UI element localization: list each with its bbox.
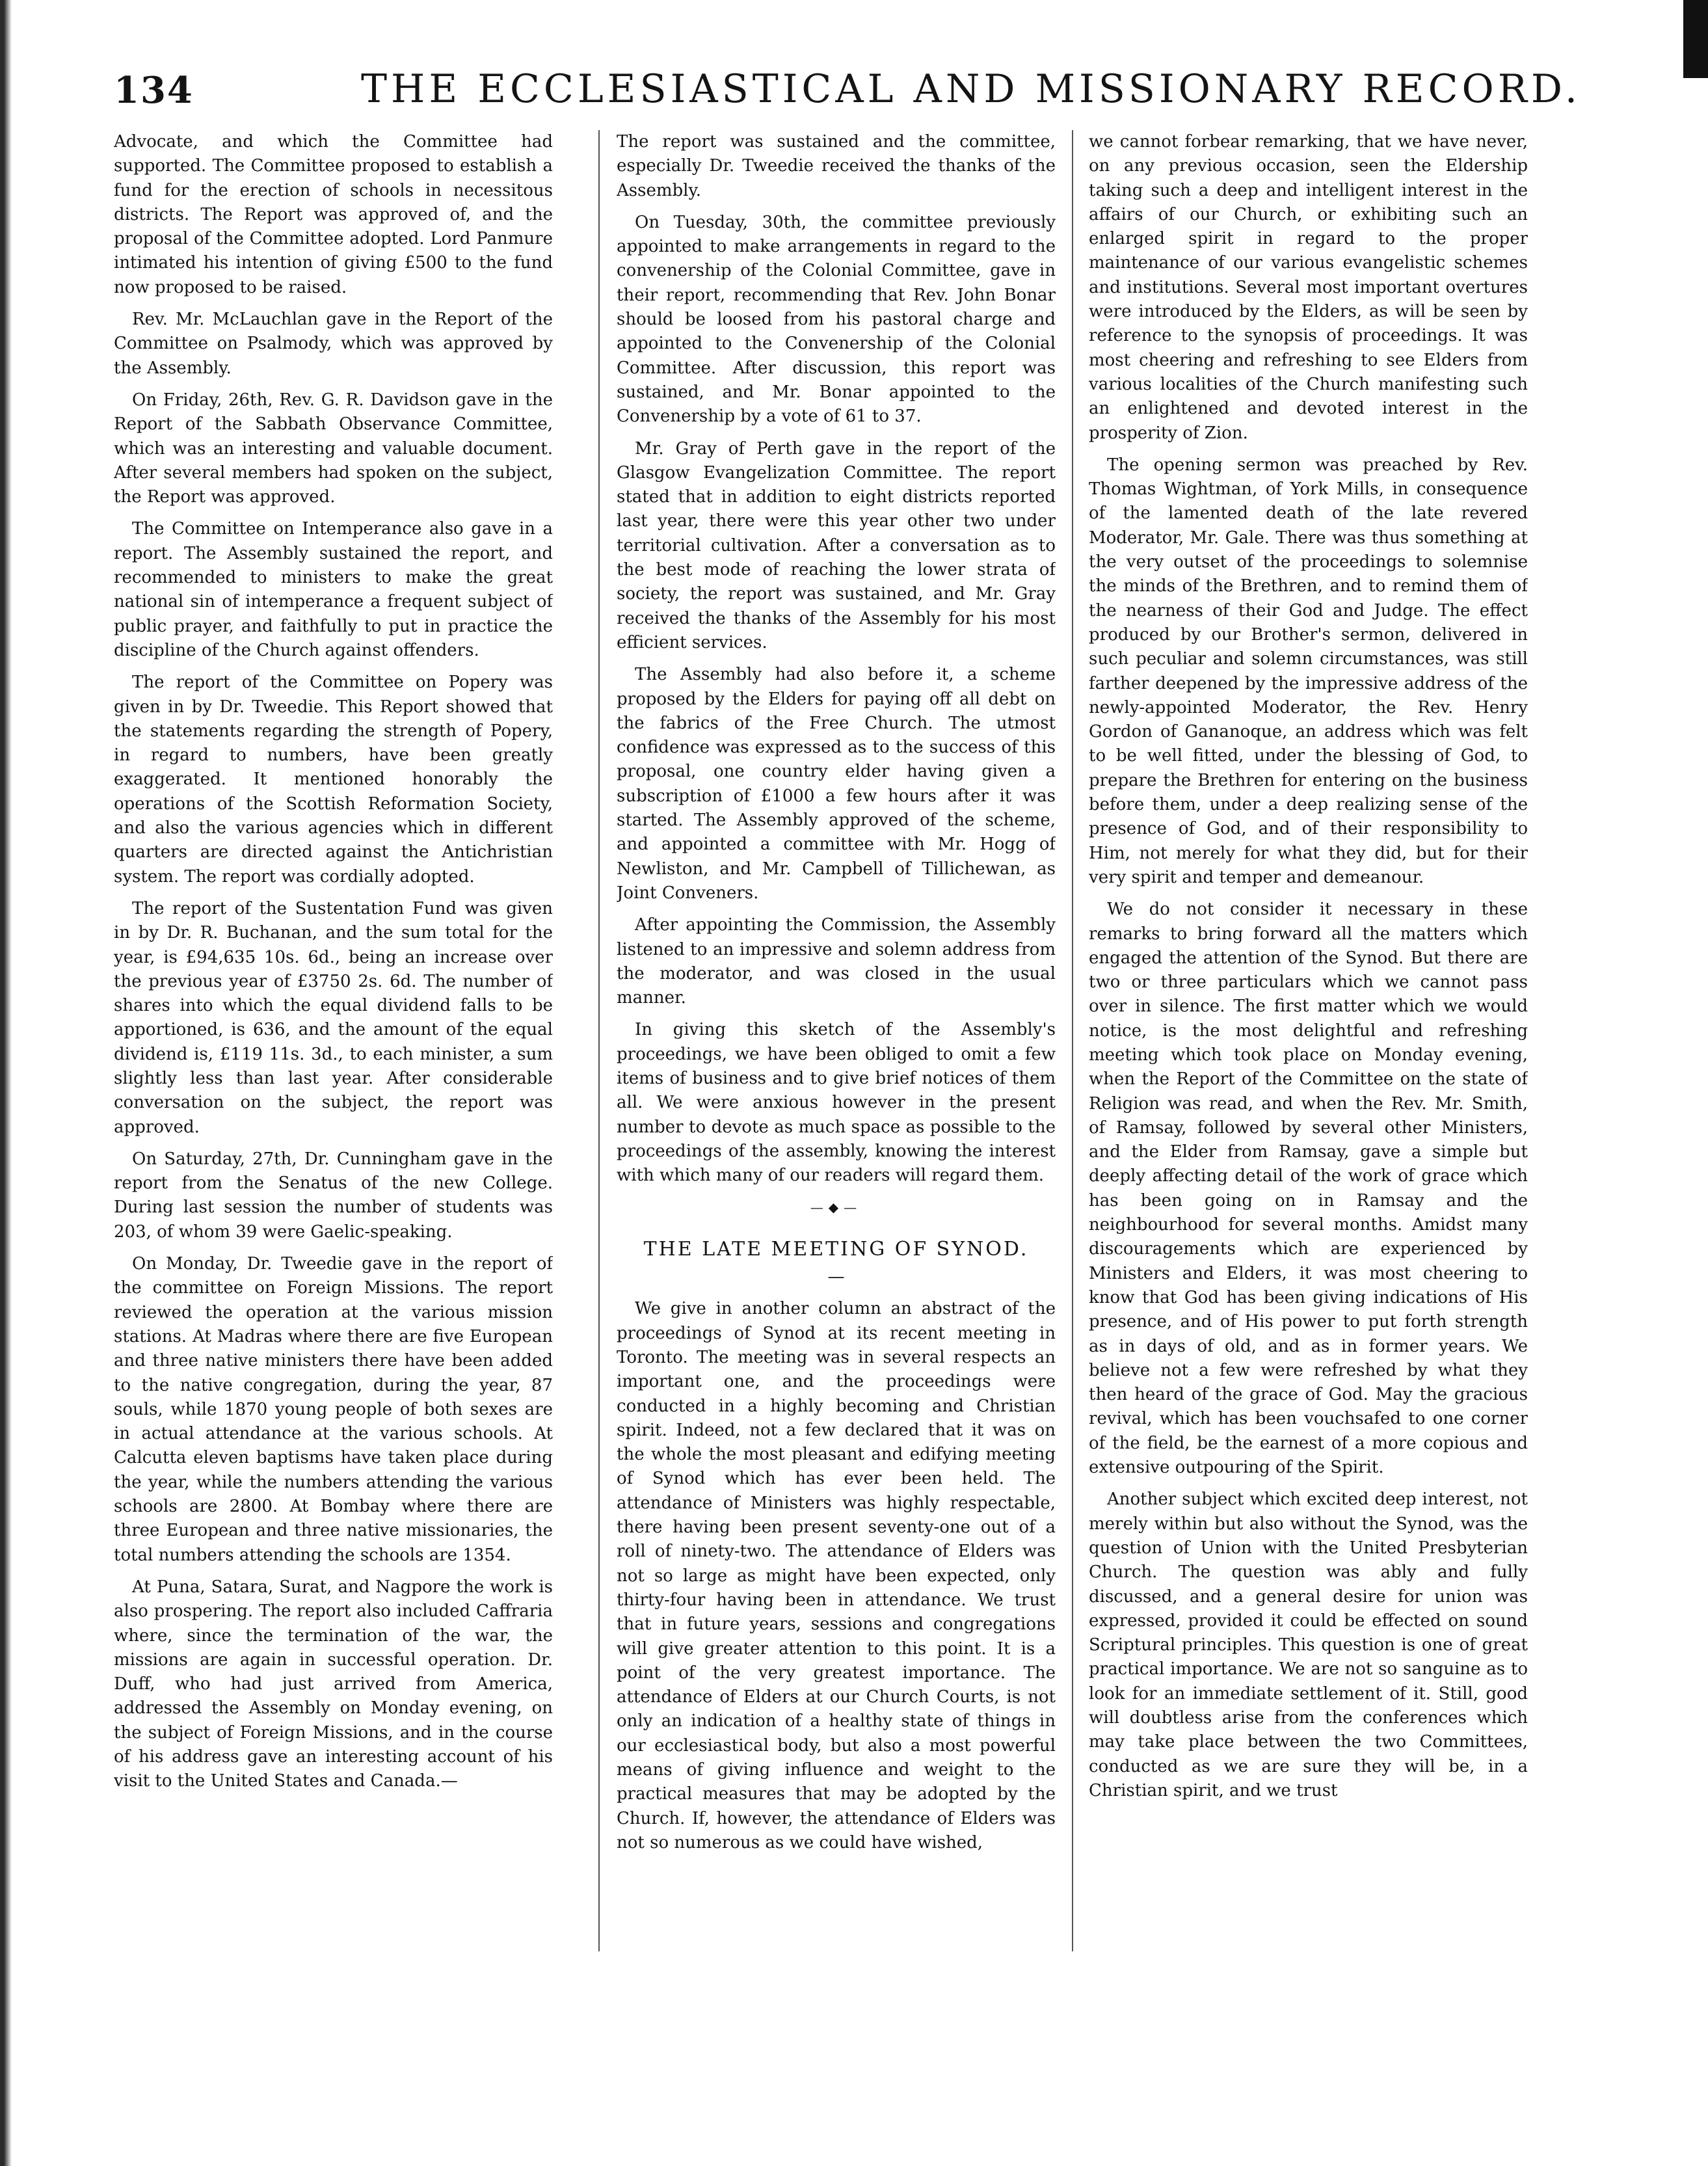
paragraph: The report was sustained and the committee, especially Dr. Tweedie received the thanks of the Assembly. (617, 132, 1056, 200)
paragraph: Rev. Mr. McLauchlan gave in the Report of the Committee on Psalmody, which was approved by the Assembly. (114, 310, 553, 378)
scan-edge-right (1683, 0, 1708, 78)
paragraph: The Assembly had also before it, a scheme proposed by the Elders for paying off all debt on the fabrics of the Free Church. The utmost confidence was expressed as to the success of this proposal, one country elder having given a subscription of £1000 a few hours after it was started. The Assembly approved of the scheme, and appointed a committee with Mr. Hogg of Newliston, and Mr. Campbell of Tillichewan, as Joint Conveners. (617, 665, 1056, 903)
paragraph: The opening sermon was preached by Rev. Thomas Wightman, of York Mills, in consequence of the lamented death of the late revered Moderator, Mr. Gale. There was thus something at the very outset of the proceedings to solemnise the minds of the Brethren, and to remind them of the nearness of their God and Judge. The effect produced by our Brother's sermon, delivered in such peculiar and solemn circumstances, was still farther deepened by the impressive address of the newly-appointed Moderator, the Rev. Henry Gordon of Gananoque, an address which was felt to be well fitted, under the blessing of God, to prepare the Brethren for entering on the business before them, under a deep realizing sense of the presence of God, and of their responsibility to Him, not merely for what they did, but for their very spirit and temper and demeanour. (1089, 455, 1528, 887)
section-title: THE LATE MEETING OF SYNOD. (643, 1237, 1029, 1261)
scan-edge-left (0, 0, 26, 2166)
paragraph: On Tuesday, 30th, the committee previously appointed to make arrangements in regard to the convenership of the Colonial Committee, gave in their report, recommending that Rev. John Bonar should be loosed from his pastoral charge and appointed to the Convenership of the Colonial Committee. After discussion, this report was sustained, and Mr. Bonar appointed to the Convenership by a vote of 61 to 37. (617, 212, 1056, 427)
paragraph: In giving this sketch of the Assembly's proceedings, we have been obliged to omit a few items of business and to give brief notices of them all. We were anxious however in the present number to devote as much space as possible to the proceedings of the assembly, knowing the interest with which many of our readers will regard them. (617, 1020, 1056, 1186)
paragraph: Another subject which excited deep interest, not merely within but also without the Synod, was the question of Union with the United Presbyterian Church. The question was ably and fully discussed, and a general desire for union was expressed, provided it could be effected on sound Scriptural principles. This question is one of great practical importance. We are not so sanguine as to look for an immediate settlement of it. Still, good will doubtless arise from the conferences which may take place between the two Committees, conducted as we are sure they will be, in a Christian spirit, and we trust (1089, 1490, 1528, 1800)
title-dash: — (827, 1267, 845, 1287)
column-2 (617, 130, 1056, 2127)
column-3 (1089, 130, 1528, 2127)
paragraph: we cannot forbear remarking, that we have never, on any previous occasion, seen the Eldership taking such a deep and intelligent interest in the affairs of our Church, or exhibiting such an enlarged spirit in regard to the proper maintenance of our various evangelistic schemes and institutions. Several most important overtures were introduced by the Elders, as will be seen by reference to the synopsis of proceedings. It was most cheering and refreshing to see Elders from various localities of the Church manifesting such an enlightened and devoted interest in the prosperity of Zion. (1089, 132, 1528, 443)
paragraph: The report of the Committee on Popery was given in by Dr. Tweedie. This Report showed that the statements regarding the strength of Popery, in regard to numbers, have been greatly exaggerated. It mentioned honorably the operations of the Scottish Reformation Society, and also the various agencies which in different quarters are directed against the Antichristian system. The report was cordially adopted. (114, 673, 553, 887)
section-ornament: —◆— (810, 1199, 862, 1216)
page-header (114, 60, 1642, 131)
paragraph: The Committee on Intemperance also gave in a report. The Assembly sustained the report, and recommended to ministers to make the great national sin of intemperance a frequent subject of public prayer, and faithfully to put in practice the discipline of the Church against offenders. (114, 519, 553, 660)
masthead-title: THE ECCLESIASTICAL AND MISSIONARY RECORD. (361, 66, 1581, 112)
paragraph: We give in another column an abstract of the proceedings of Synod at its recent meeting in Toronto. The meeting was in several respects an important one, and the proceedings were conducted in a highly becoming and Christian spirit. Indeed, not a few declared that it was on the whole the most pleasant and edifying meeting of Synod which has ever been held. The attendance of Ministers was highly respectable, there having been present seventy-one out of a roll of ninety-two. The attendance of Elders was not so large as might have been expected, only thirty-four having been in attendance. We trust that in future years, sessions and congregations will give greater attention to this point. It is a point of the very greatest importance. The attendance of Elders at our Church Courts, is not only an indication of a healthy state of things in our ecclesiastical body, but also a most powerful means of giving influence and weight to the practical measures that may be adopted by the Church. If, however, the attendance of Elders was not so numerous as we could have wished, (617, 1299, 1056, 1852)
paragraph: On Saturday, 27th, Dr. Cunningham gave in the report from the Senatus of the new College. During last session the number of students was 203, of whom 39 were Gaelic-speaking. (114, 1149, 553, 1242)
paragraph: Mr. Gray of Perth gave in the report of the Glasgow Evangelization Committee. The report stated that in addition to eight districts reported last year, there were this year other two under territorial cultivation. After a conversation as to the best mode of reaching the lower strata of society, the report was sustained, and Mr. Gray received the thanks of the Assembly for his most efficient services. (617, 438, 1056, 652)
paragraph: On Monday, Dr. Tweedie gave in the report of the committee on Foreign Missions. The report reviewed the operation at the various mission stations. At Madras where there are five European and three native ministers there have been added to the native congregation, during the year, 87 souls, while 1870 young people of both sexes are in actual attendance at the various schools. At Calcutta eleven baptisms have taken place during the year, while the numbers attending the various schools are 2800. At Bombay where there are three European and three native missionaries, the total numbers attending the schools are 1354. (114, 1254, 553, 1565)
column-rule (1072, 130, 1073, 1951)
paragraph: After appointing the Commission, the Assembly listened to an impressive and solemn address from the moderator, and was closed in the usual manner. (617, 915, 1056, 1008)
paragraph: We do not consider it necessary in these remarks to bring forward all the matters which engaged the attention of the Synod. But there are two or three particulars which we cannot pass over in silence. The first matter which we would notice, is the most delightful and refreshing meeting which took place on Monday evening, when the Report of the Committee on the state of Religion was read, and when the Rev. Mr. Smith, of Ramsay, followed by several other Ministers, and the Elder from Ramsay, gave a simple but deeply affecting detail of the work of grace which has been going on in Ramsay and the neighbourhood for several months. Amidst many discouragements which are experienced by Ministers and Elders, it was most cheering to know that God has been giving indications of His presence, and of His power to put forth strength as in days of old, and as in former years. We believe not a few were refreshed by what they then heard of the grace of God. May the gracious revival, which has been vouchsafed to one corner of the field, be the earnest of a more copious and extensive outpouring of the Spirit. (1089, 900, 1528, 1478)
column-1 (114, 130, 553, 2127)
paragraph: At Puna, Satara, Surat, and Nagpore the work is also prospering. The report also included Caffraria where, since the termination of the war, the missions are again in successful operation. Dr. Duff, who had just arrived from America, addressed the Assembly on Monday evening, on the subject of Foreign Missions, and in the course of his address gave an interesting account of his visit to the United States and Canada.— (114, 1577, 553, 1791)
page-number: 134 (114, 69, 194, 112)
paragraph: On Friday, 26th, Rev. G. R. Davidson gave in the Report of the Sabbath Observance Committee, which was an interesting and valuable document. After several members had spoken on the subject, the Report was approved. (114, 390, 553, 507)
column-rule (598, 130, 600, 1951)
paragraph: Advocate, and which the Committee had supported. The Committee proposed to establish a fund for the erection of schools in necessitous districts. The Report was approved of, and the proposal of the Committee adopted. Lord Panmure intimated his intention of giving £500 to the fund now proposed to be raised. (114, 132, 553, 297)
paragraph: The report of the Sustentation Fund was given in by Dr. R. Buchanan, and the sum total for the year, is £94,635 10s. 6d., being an increase over the previous year of £3750 2s. 6d. The number of shares into which the equal dividend falls to be apportioned, is 636, and the amount of the equal dividend is, £119 11s. 3d., to each minister, a sum slightly less than last year. After considerable conversation on the subject, the report was approved. (114, 898, 553, 1137)
